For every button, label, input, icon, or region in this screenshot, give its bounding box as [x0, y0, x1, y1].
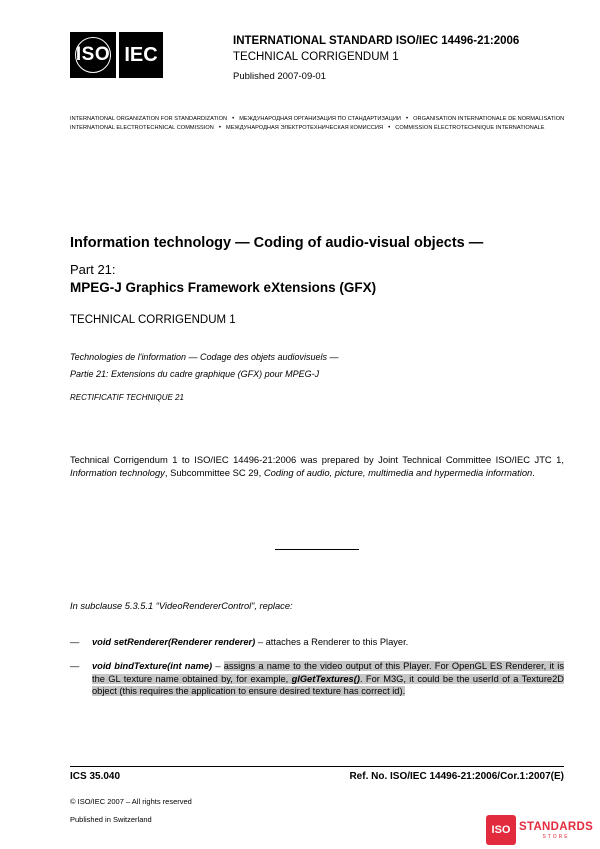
corrigendum-label: TECHNICAL CORRIGENDUM 1	[233, 51, 399, 63]
iso-logo-text: ISO	[75, 44, 111, 65]
copyright-notice: © ISO/IEC 2007 – All rights reserved	[70, 797, 192, 806]
method-signature: void bindTexture(int name)	[92, 661, 213, 671]
org-name: INTERNATIONAL ORGANIZATION FOR STANDARDIZATION	[70, 116, 228, 122]
intro-lead: Technical Corrigendum 1 to ISO/IEC 14496-21:2006 was prepared by Joint Technical Committee ISO/IEC JTC 1,	[70, 454, 564, 465]
section-divider	[275, 549, 359, 550]
part-title: MPEG-J Graphics Framework eXtensions (GFX)	[70, 280, 377, 295]
printed-location: Published in Switzerland	[70, 815, 152, 824]
intro-paragraph	[70, 454, 564, 479]
org-name: МЕЖДУНАРОДНАЯ ОРГАНИЗАЦИЯ ПО СТАНДАРТИЗАЦИИ	[239, 116, 401, 122]
iso-logo	[70, 32, 116, 78]
corrigendum-title: TECHNICAL CORRIGENDUM 1	[70, 314, 236, 326]
french-rectificatif: RECTIFICATIF TECHNIQUE 21	[70, 393, 184, 402]
intro-mid: , Subcommittee SC 29,	[164, 466, 264, 478]
footer-divider	[70, 766, 564, 767]
subcommittee-name: Coding of audio, picture, multimedia and hypermedia information	[263, 466, 533, 478]
iso-iec-logo	[70, 32, 163, 78]
org-name: ORGANISATION INTERNATIONALE DE NORMALISATION	[413, 116, 565, 122]
description-part-a: assigns a name to the video output of this Player. For OpenGL ES Renderer, it is the GL texture name obtained by, for example,	[92, 661, 564, 684]
intro-end: .	[532, 466, 535, 478]
french-title: Technologies de l'information — Codage des objets audiovisuels —	[70, 352, 339, 362]
description-part-b: . For M3G, it could be the userId of a Texture2D object (this requires the application to ensure desired texture has correct id).	[92, 673, 564, 696]
organizations-row-2	[70, 125, 545, 131]
store-tag: STORE	[542, 833, 570, 840]
dash-marker: —	[70, 637, 80, 647]
org-name: INTERNATIONAL ELECTROTECHNICAL COMMISSION	[70, 125, 214, 131]
method-description: – attaches a Renderer to this Player.	[255, 637, 409, 647]
org-separator: •	[218, 125, 222, 131]
function-name: glGetTextures()	[291, 673, 360, 684]
method-separator: –	[212, 661, 224, 671]
store-name: STANDARDS	[519, 820, 594, 833]
reference-number: Ref. No. ISO/IEC 14496-21:2006/Cor.1:2007(E)	[349, 771, 564, 782]
list-item	[70, 636, 564, 649]
committee-name: Information technology	[70, 466, 165, 478]
published-date: Published 2007-09-01	[233, 71, 326, 82]
org-separator: •	[232, 116, 235, 122]
method-signature: void setRenderer(Renderer renderer)	[92, 637, 256, 647]
ics-code: ICS 35.040	[70, 771, 121, 782]
org-separator: •	[405, 116, 409, 122]
iec-logo: IEC	[119, 32, 163, 78]
iso-store-watermark	[486, 815, 593, 845]
org-name: МЕЖДУНАРОДНАЯ ЭЛЕКТРОТЕХНИЧЕСКАЯ КОМИССИЯ	[226, 125, 384, 131]
document-title: Information technology — Coding of audio-visual objects —	[70, 235, 484, 251]
part-label: Part 21:	[70, 262, 116, 277]
french-part-title: Partie 21: Extensions du cadre graphique (GFX) pour MPEG-J	[70, 369, 320, 379]
store-logo-mark: ISO	[486, 815, 516, 845]
standard-number: INTERNATIONAL STANDARD ISO/IEC 14496-21:2006	[233, 35, 520, 47]
organizations-row-1	[70, 116, 564, 122]
org-name: COMMISSION ÉLECTROTECHNIQUE INTERNATIONALE	[395, 125, 545, 131]
list-item	[70, 660, 564, 698]
org-separator: •	[388, 125, 391, 131]
dash-marker: —	[70, 661, 80, 671]
replace-instruction: In subclause 5.3.5.1 “VideoRendererControl”, replace:	[70, 601, 293, 611]
